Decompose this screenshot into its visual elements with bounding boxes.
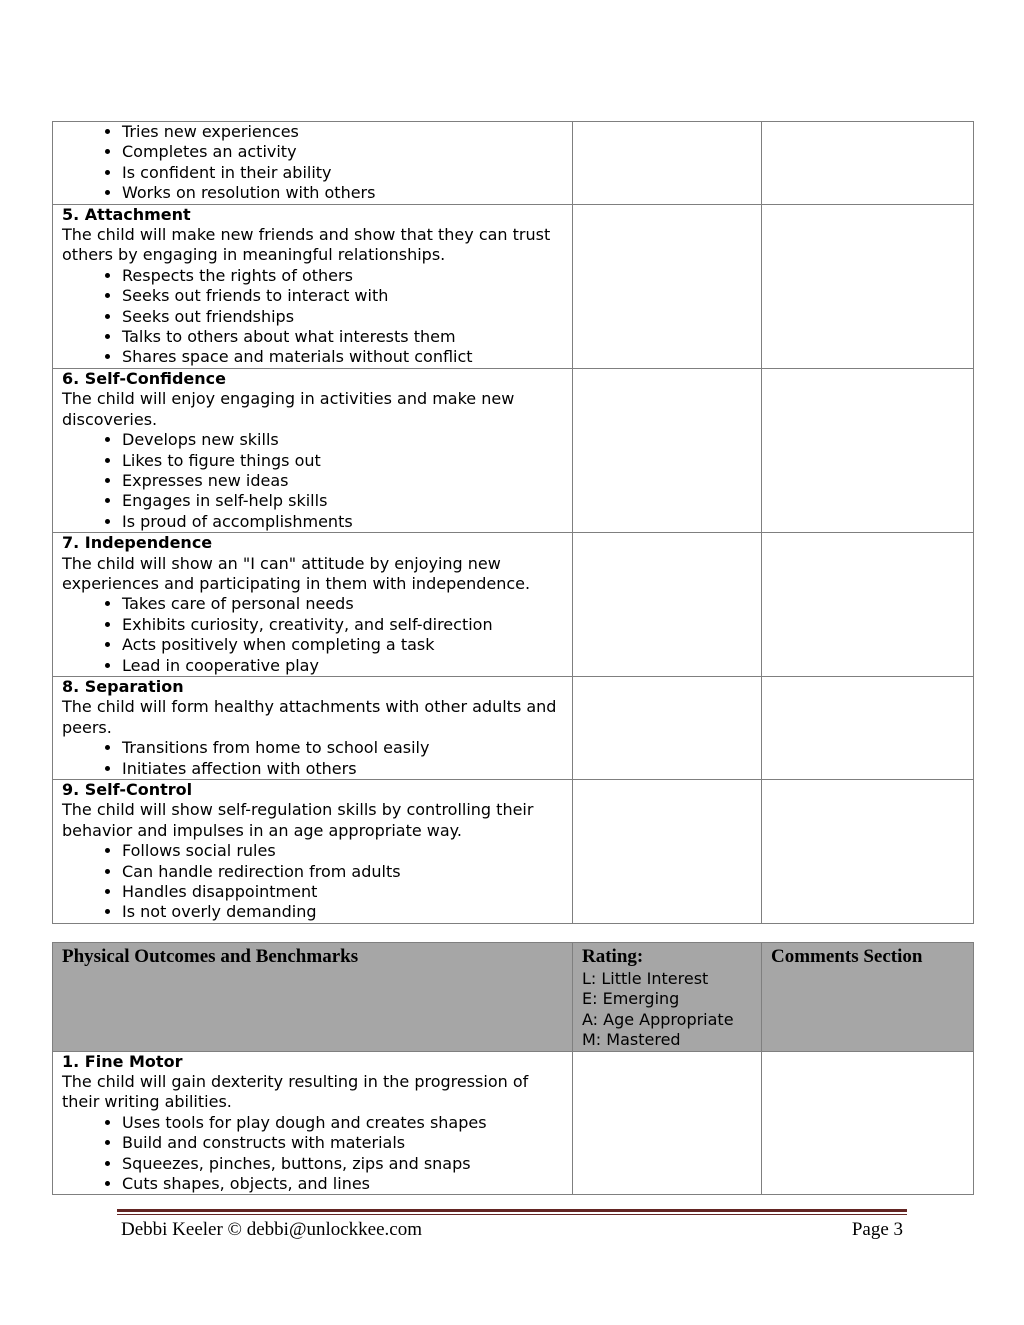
outcome-description: The child will make new friends and show that they can trust others by engaging in meaningful relationships.	[62, 225, 551, 265]
rating-cell[interactable]	[573, 368, 762, 532]
benchmark-item: • Develops new skills	[122, 430, 563, 450]
benchmark-item: • Exhibits curiosity, creativity, and self-direction	[122, 615, 563, 635]
outcome-heading: 5. Attachment	[62, 204, 191, 224]
outcome-description: The child will show an "I can" attitude by enjoying new experiences and participating in them with independence.	[62, 553, 531, 593]
benchmark-item: • Follows social rules	[122, 841, 563, 861]
benchmark-item: • Cuts shapes, objects, and lines	[122, 1174, 563, 1194]
benchmark-list	[62, 266, 563, 368]
outcome-heading: 1. Fine Motor	[62, 1051, 183, 1071]
comments-cell[interactable]	[762, 1051, 974, 1195]
outcome-description: The child will show self-regulation skills by controlling their behavior and impulses in an age appropriate way.	[62, 800, 534, 840]
benchmark-item: • Can handle redirection from adults	[122, 862, 563, 882]
outcome-cell	[53, 1051, 573, 1195]
rating-cell[interactable]	[573, 204, 762, 368]
benchmark-list	[62, 1113, 563, 1195]
rating-header: Rating:	[582, 946, 644, 967]
benchmark-list	[62, 594, 563, 676]
benchmark-item: • Takes care of personal needs	[122, 594, 563, 614]
outcome-description: The child will gain dexterity resulting in the progression of their writing abilities.	[62, 1072, 529, 1112]
table-header-row	[53, 943, 974, 1052]
rating-cell[interactable]	[573, 122, 762, 205]
table-row	[53, 368, 974, 532]
footer-page-number: Page 3	[851, 1219, 903, 1240]
benchmark-item: • Shares space and materials without conflict	[122, 347, 563, 367]
rating-scale-item: L: Little Interest	[582, 969, 709, 988]
table-row	[53, 122, 974, 205]
outcome-cell	[53, 780, 573, 924]
rating-cell[interactable]	[573, 780, 762, 924]
benchmark-item: • Uses tools for play dough and creates shapes	[122, 1113, 563, 1133]
table-row	[53, 204, 974, 368]
benchmark-item: • Transitions from home to school easily	[122, 738, 563, 758]
benchmark-item: • Is confident in their ability	[122, 163, 563, 183]
benchmark-list	[62, 430, 563, 532]
benchmark-item: • Completes an activity	[122, 142, 563, 162]
outcome-cell	[53, 204, 573, 368]
rating-header-cell	[573, 943, 762, 1052]
benchmark-item: • Lead in cooperative play	[122, 656, 563, 676]
footer-rule-thin	[117, 1214, 907, 1215]
benchmark-list	[62, 738, 563, 779]
benchmark-item: • Expresses new ideas	[122, 471, 563, 491]
social-emotional-table	[52, 121, 974, 924]
benchmark-item: • Is proud of accomplishments	[122, 512, 563, 532]
rating-cell[interactable]	[573, 1051, 762, 1195]
table-row	[53, 1051, 974, 1195]
benchmark-item: • Seeks out friends to interact with	[122, 286, 563, 306]
rating-scale-item: E: Emerging	[582, 989, 680, 1009]
comments-cell[interactable]	[762, 533, 974, 677]
benchmark-item: • Works on resolution with others	[122, 183, 563, 203]
rating-scale-item: A: Age Appropriate	[582, 1009, 734, 1029]
benchmark-list	[62, 841, 563, 923]
footer-rule	[117, 1209, 907, 1212]
benchmark-item: • Acts positively when completing a task	[122, 635, 563, 655]
benchmark-item: • Seeks out friendships	[122, 307, 563, 327]
rating-cell[interactable]	[573, 676, 762, 779]
comments-cell[interactable]	[762, 676, 974, 779]
table-row	[53, 676, 974, 779]
benchmark-item: • Tries new experiences	[122, 122, 563, 142]
comments-cell[interactable]	[762, 204, 974, 368]
benchmark-item: • Talks to others about what interests them	[122, 327, 563, 347]
table-row	[53, 533, 974, 677]
outcomes-header-cell	[53, 943, 573, 1052]
benchmark-item: • Respects the rights of others	[122, 266, 563, 286]
outcome-description: The child will form healthy attachments with other adults and peers.	[62, 697, 557, 737]
outcomes-header: Physical Outcomes and Benchmarks	[62, 946, 359, 967]
rating-cell[interactable]	[573, 533, 762, 677]
benchmark-item: • Squeezes, pinches, buttons, zips and snaps	[122, 1154, 563, 1174]
comments-cell[interactable]	[762, 780, 974, 924]
benchmark-item: • Likes to figure things out	[122, 451, 563, 471]
comments-header: Comments Section	[771, 946, 923, 967]
benchmark-item: • Initiates affection with others	[122, 759, 563, 779]
outcome-cell	[53, 368, 573, 532]
physical-outcomes-table	[52, 942, 974, 1195]
table-row	[53, 780, 974, 924]
outcome-heading: 7. Independence	[62, 533, 213, 553]
rating-scale-item: M: Mastered	[582, 1030, 681, 1050]
benchmark-item: • Build and constructs with materials	[122, 1133, 563, 1153]
benchmark-item: • Handles disappointment	[122, 882, 563, 902]
outcome-cell	[53, 676, 573, 779]
comments-header-cell	[762, 943, 974, 1052]
benchmark-list	[62, 122, 563, 204]
outcome-heading: 8. Separation	[62, 676, 184, 696]
outcome-heading: 9. Self-Control	[62, 780, 193, 799]
benchmark-item: • Is not overly demanding	[122, 902, 563, 922]
comments-cell[interactable]	[762, 122, 974, 205]
outcome-description: The child will enjoy engaging in activities and make new discoveries.	[62, 389, 515, 429]
footer-author: Debbi Keeler © debbi@unlockkee.com	[121, 1219, 422, 1240]
comments-cell[interactable]	[762, 368, 974, 532]
benchmark-item: • Engages in self-help skills	[122, 491, 563, 511]
outcome-cell	[53, 533, 573, 677]
outcome-cell	[53, 122, 573, 205]
outcome-heading: 6. Self-Confidence	[62, 368, 226, 388]
